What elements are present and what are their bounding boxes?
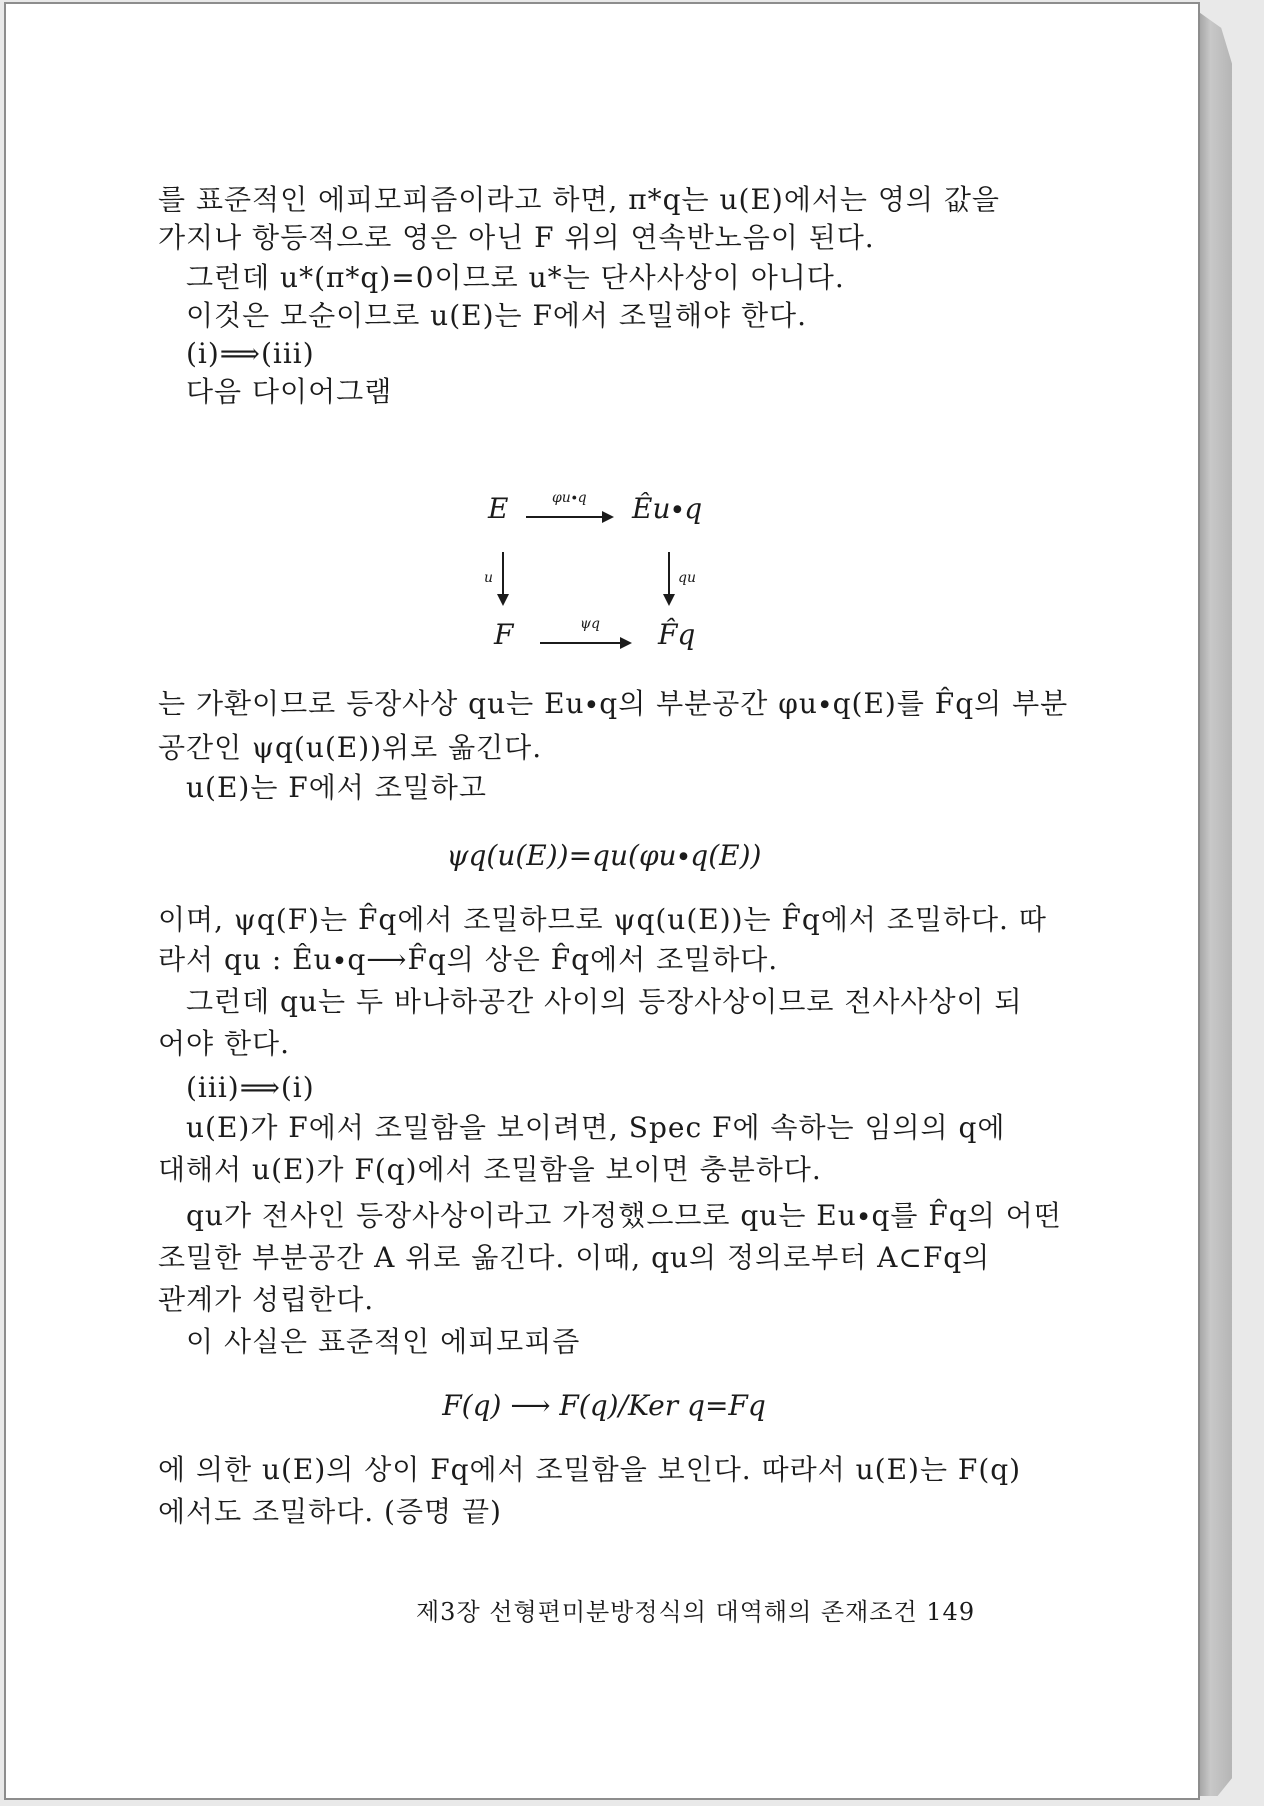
text-line: u(E)가 F에서 조밀함을 보이려면, Spec F에 속하는 임의의 q에 xyxy=(186,1111,1006,1144)
diagram-arrow-bottom xyxy=(540,642,630,644)
section-label: (iii)⟹(i) xyxy=(186,1071,315,1104)
diagram-arrow-left xyxy=(502,552,504,604)
diagram-label-left: u xyxy=(484,570,494,586)
diagram-label-right: qu xyxy=(678,570,696,586)
text-line: 그런데 qu는 두 바나하공간 사이의 등장사상이므로 전사사상이 되 xyxy=(186,985,1023,1018)
text-line: 에 의한 u(E)의 상이 Fq에서 조밀함을 보인다. 따라서 u(E)는 F(q) xyxy=(158,1453,1022,1486)
text-line: 는 가환이므로 등장사상 qu는 Eu∙q의 부분공간 φu∙q(E)를 F̂q의 부분 xyxy=(158,687,1069,720)
diagram-arrow-right xyxy=(668,552,670,604)
page-footer: 제3장 선형편미분방정식의 대역해의 존재조건 149 xyxy=(416,1598,976,1626)
text-line: 이며, ψq(F)는 F̂q에서 조밀하므로 ψq(u(E))는 F̂q에서 조밀하다. 따 xyxy=(158,903,1047,936)
diagram-node-bottom-right: F̂q xyxy=(658,618,696,651)
diagram-node-top-right: Êu∙q xyxy=(632,492,703,525)
text-line: 라서 qu : Êu∙q⟶F̂q의 상은 F̂q에서 조밀하다. xyxy=(158,943,779,976)
diagram-label-bottom: ψq xyxy=(580,616,600,632)
text-line: 이것은 모순이므로 u(E)는 F에서 조밀해야 한다. xyxy=(186,299,807,332)
text-line: 를 표준적인 에피모피즘이라고 하면, π*q는 u(E)에서는 영의 값을 xyxy=(158,183,1000,216)
section-label: (i)⟹(iii) xyxy=(186,337,315,370)
equation: ψq(u(E))=qu(φu∙q(E)) xyxy=(446,839,762,872)
text-line: 공간인 ψq(u(E))위로 옮긴다. xyxy=(158,731,543,764)
text-line: 에서도 조밀하다. (증명 끝) xyxy=(158,1495,502,1528)
equation: F(q) ⟶ F(q)/Ker q=Fq xyxy=(442,1389,766,1422)
text-line: 어야 한다. xyxy=(158,1027,290,1060)
diagram-node-bottom-left: F xyxy=(494,618,514,651)
diagram-label-top: φu∙q xyxy=(552,490,587,506)
text-line: 조밀한 부분공간 A 위로 옮긴다. 이때, qu의 정의로부터 A⊂Fq의 xyxy=(158,1241,991,1274)
text-line: 관계가 성립한다. xyxy=(158,1283,375,1316)
book-page xyxy=(4,2,1200,1800)
text-line: qu가 전사인 등장사상이라고 가정했으므로 qu는 Eu∙q를 F̂q의 어떤 xyxy=(186,1199,1062,1232)
diagram-arrow-top xyxy=(526,516,612,518)
text-line: 대해서 u(E)가 F(q)에서 조밀함을 보이면 충분하다. xyxy=(158,1153,822,1186)
text-line: 이 사실은 표준적인 에피모피즘 xyxy=(186,1325,581,1358)
text-line: u(E)는 F에서 조밀하고 xyxy=(186,771,487,804)
text-line: 그런데 u*(π*q)=0이므로 u*는 단사사상이 아니다. xyxy=(186,261,845,294)
page-edge-shadow xyxy=(1196,10,1232,1796)
text-line: 다음 다이어그램 xyxy=(186,375,393,408)
diagram-node-top-left: E xyxy=(488,492,509,525)
text-line: 가지나 항등적으로 영은 아닌 F 위의 연속반노음이 된다. xyxy=(158,221,875,254)
